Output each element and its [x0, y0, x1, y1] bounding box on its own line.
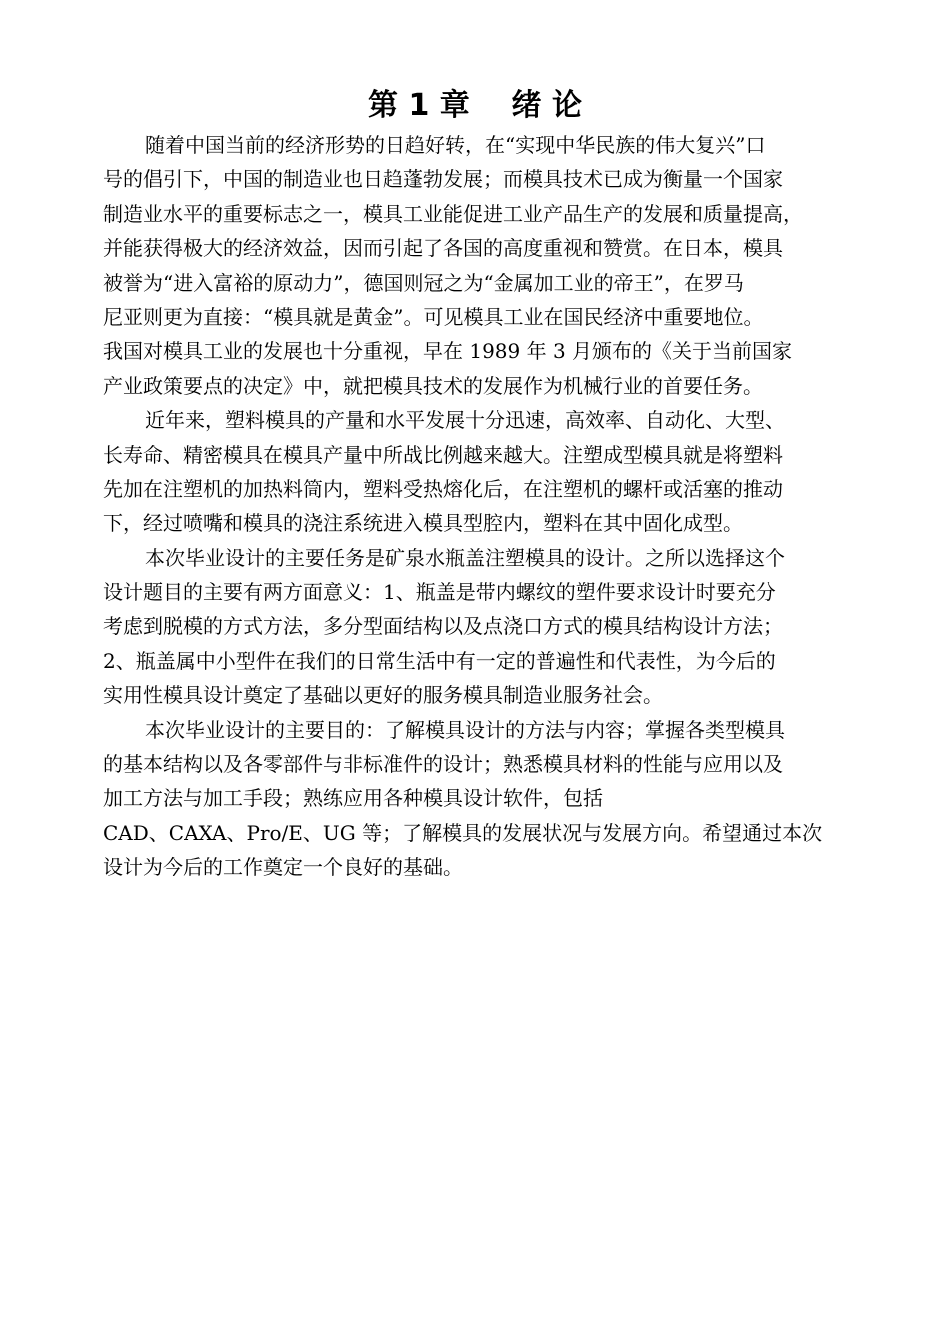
- paragraph-line: 我国对模具工业的发展也十分重视，早在 1989 年 3 月颁布的《关于当前国家: [103, 339, 793, 364]
- paragraph-line: 长寿命、精密模具在模具产量中所战比例越来越大。注塑成型模具就是将塑料: [103, 442, 783, 467]
- paragraph-line: 近年来，塑料模具的产量和水平发展十分迅速，高效率、自动化、大型、: [145, 408, 785, 433]
- paragraph-2: [103, 403, 863, 541]
- paragraph-line: 产业政策要点的决定》中，就把模具技术的发展作为机械行业的首要任务。: [103, 373, 763, 398]
- paragraph-line: 被誉为“进入富裕的原动力”，德国则冠之为“金属加工业的帝王”，在罗马: [103, 270, 744, 295]
- paragraph-line: 考虑到脱模的方式方法，多分型面结构以及点浇口方式的模具结构设计方法；: [103, 614, 783, 639]
- paragraph-line: 的基本结构以及各零部件与非标准件的设计；熟悉模具材料的性能与应用以及: [103, 752, 783, 777]
- paragraph-line: 2、瓶盖属中小型件在我们的日常生活中有一定的普遍性和代表性，为今后的: [103, 648, 776, 673]
- paragraph-line: 制造业水平的重要标志之一，模具工业能促进工业产品生产的发展和质量提高，: [103, 201, 803, 226]
- paragraph-line: 加工方法与加工手段；熟练应用各种模具设计软件，包括: [103, 786, 603, 811]
- body-text: [103, 128, 863, 885]
- paragraph-line: 尼亚则更为直接：“模具就是黄金”。可见模具工业在国民经济中重要地位。: [103, 304, 764, 329]
- paragraph-line: 下，经过喷嘴和模具的浇注系统进入模具型腔内，塑料在其中固化成型。: [103, 511, 743, 536]
- paragraph-line: 本次毕业设计的主要任务是矿泉水瓶盖注塑模具的设计。之所以选择这个: [145, 545, 785, 570]
- paragraph-line: 随着中国当前的经济形势的日趋好转，在“实现中华民族的伟大复兴”口: [145, 133, 766, 157]
- paragraph-line: 实用性模具设计奠定了基础以更好的服务模具制造业服务社会。: [103, 683, 663, 708]
- paragraph-line: 先加在注塑机的加热料筒内，塑料受热熔化后，在注塑机的螺杆或活塞的推动: [103, 476, 783, 501]
- paragraph-line: 号的倡引下，中国的制造业也日趋蓬勃发展；而模具技术已成为衡量一个国家: [103, 167, 783, 192]
- paragraph-line: 并能获得极大的经济效益，因而引起了各国的高度重视和赞赏。在日本，模具: [103, 236, 783, 261]
- paragraph-4: [103, 713, 863, 885]
- chapter-title: 第 1 章 绪 论: [368, 88, 582, 123]
- paragraph-3: [103, 541, 863, 713]
- paragraph-line: 设计题目的主要有两方面意义：1、瓶盖是带内螺纹的塑件要求设计时要充分: [103, 580, 776, 605]
- paragraph-line: CAD、CAXA、Pro/E、UG 等；了解模具的发展状况与发展方向。希望通过本次: [103, 820, 823, 845]
- paragraph-line: 设计为今后的工作奠定一个良好的基础。: [103, 855, 463, 880]
- paragraph-line: 本次毕业设计的主要目的：了解模具设计的方法与内容；掌握各类型模具: [145, 717, 785, 742]
- paragraph-1: [103, 128, 863, 403]
